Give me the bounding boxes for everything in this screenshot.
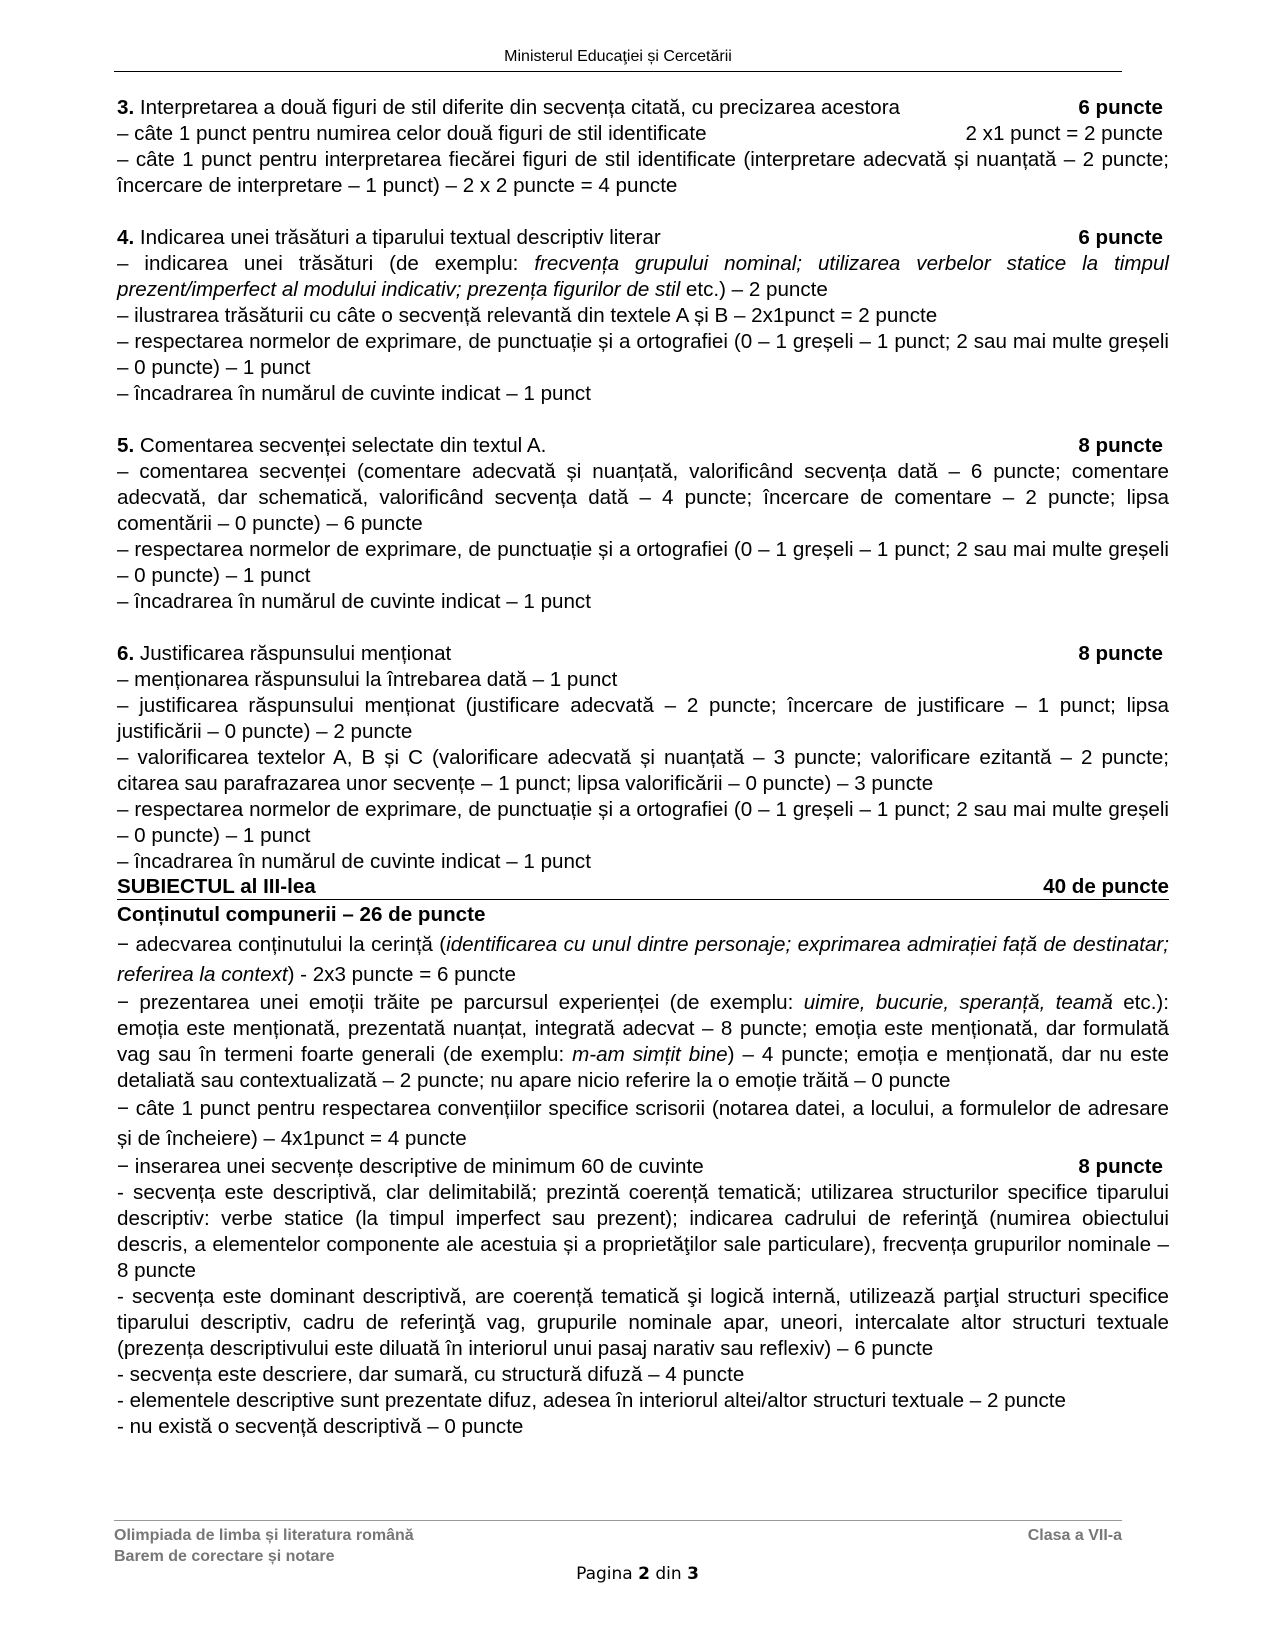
item-4-points: 6 puncte (1078, 226, 1163, 249)
criterion-adequacy-details: identificarea cu unul dintre personaje; exprimarea admirației față de destinatar; referirea la context (117, 933, 1169, 986)
page-header: Ministerul Educaţiei și Cercetării (504, 48, 732, 65)
item-6-title: Justificarea răspunsului menționat (134, 642, 452, 665)
item-6-points: 8 puncte (1078, 642, 1163, 665)
footer-barem: Barem de corectare și notare (114, 1548, 335, 1565)
subject-3-points: 40 de puncte (1043, 875, 1169, 898)
item-4-line-4: – încadrarea în numărul de cuvinte indicat – 1 punct (117, 382, 591, 405)
descriptive-level-0: - nu există o secvență descriptivă – 0 puncte (117, 1415, 524, 1438)
item-6-line-1: – menționarea răspunsului la întrebarea dată – 1 punct (117, 668, 618, 691)
item-5-points: 8 puncte (1078, 434, 1163, 457)
item-4-line-2: – ilustrarea trăsăturii cu câte o secvență relevantă din textele A și B – 2x1punct = 2 puncte (117, 304, 938, 327)
subject-3-heading (117, 875, 1169, 900)
item-3-title: Interpretarea a două figuri de stil diferite din secvența citată, cu precizarea acestora (134, 96, 901, 119)
criterion-adequacy: − adecvarea conținutului la cerință (identificarea cu unul dintre personaje; exprimarea admirației față de destinatar; referirea la context) - 2x3 puncte = 6 puncte (117, 933, 1169, 986)
criterion-descriptive-heading (117, 1154, 1169, 1180)
document-body (117, 95, 1169, 1440)
item-5-number: 5. (117, 434, 135, 457)
item-6-number: 6. (117, 642, 135, 665)
item-6-line-4: – respectarea normelor de exprimare, de punctuație și a ortografiei (0 – 1 greșeli – 1 punct; 2 sau mai multe greșeli – 0 puncte) – 1 punct (117, 798, 1169, 847)
item-6-heading (117, 641, 1169, 667)
item-6-line-2: – justificarea răspunsului menționat (justificare adecvată – 2 puncte; încercare de justificare – 1 punct; lipsa justificării – 0 puncte) – 2 puncte (117, 694, 1169, 743)
descriptive-level-8: - secvența este descriptivă, clar delimitabilă; prezintă coerență tematică; utilizarea structurilor specifice tiparului descriptiv: verbe statice (la timpul imperfect sau prezent); indicarea cadrului de referinţă (numirea obiectului descris, a elementelor componente ale acestuia și a proprietăţilor sale particulare), frecvența grupurilor nominale – 8 puncte (117, 1181, 1169, 1282)
item-3-line-1 (117, 121, 1169, 147)
criterion-descriptive-text: − inserarea unei secvențe descriptive de minimum 60 de cuvinte (117, 1155, 704, 1178)
item-3-line-1-text: – câte 1 punct pentru numirea celor două figuri de stil identificate (117, 122, 707, 145)
item-3-points: 6 puncte (1078, 96, 1163, 119)
item-3-number: 3. (117, 96, 135, 119)
emotion-examples: uimire, bucurie, speranță, teamă (803, 991, 1113, 1014)
subject-3-title: SUBIECTUL al III-lea (117, 875, 316, 898)
item-3-line-1-points: 2 x1 punct = 2 puncte (965, 122, 1163, 145)
item-6-line-5: – încadrarea în numărul de cuvinte indicat – 1 punct (117, 850, 591, 873)
item-5-line-3: – încadrarea în numărul de cuvinte indicat – 1 punct (117, 590, 591, 613)
criterion-descriptive-points: 8 puncte (1078, 1155, 1163, 1178)
item-4-line-1: – indicarea unei trăsături (de exemplu: frecvența grupului nominal; utilizarea verbelor statice la timpul prezent/imperfect al modului indicativ; prezența figurilor de stil etc.) – 2 puncte (117, 252, 1169, 301)
item-5-title: Comentarea secvenței selectate din textul A. (134, 434, 547, 457)
descriptive-level-2: - elementele descriptive sunt prezentate difuz, adesea în interiorul altei/altor structuri textuale – 2 puncte (117, 1389, 1066, 1412)
descriptive-level-6: - secvența este dominant descriptivă, are coerență tematică şi logică internă, utilizează parţial structuri specifice tiparului descriptiv, cadru de referinţă vag, grupurile nominale apar, uneori, intercalate altor structuri textuale (prezența descriptivului este diluată în interiorul unui pasaj narativ sau reflexiv) – 6 puncte (117, 1285, 1169, 1360)
item-3-heading (117, 95, 1169, 121)
header-divider (114, 71, 1122, 72)
item-5-line-1: – comentarea secvenței (comentare adecvată și nuanțată, valorificând secvența dată – 6 puncte; comentare adecvată, dar schematică, valorificând secvența dată – 4 puncte; încercare de comentare – 2 puncte; lipsa comentării – 0 puncte) – 6 puncte (117, 460, 1169, 535)
footer-grade: Clasa a VII-a (1027, 1527, 1122, 1544)
content-heading: Conținutul compunerii – 26 de puncte (117, 903, 486, 926)
item-4-number: 4. (117, 226, 135, 249)
item-6-line-3: – valorificarea textelor A, B și C (valorificare adecvată și nuanțată – 3 puncte; valorificare ezitantă – 2 puncte; citarea sau parafrazarea unor secvențe – 1 punct; lipsa valorificării – 0 puncte) – 3 puncte (117, 746, 1169, 795)
criterion-letter-conventions: − câte 1 punct pentru respectarea convențiilor specifice scrisorii (notarea datei, a locului, a formulelor de adresare și de încheiere) – 4x1punct = 4 puncte (117, 1097, 1169, 1150)
item-3-line-2: – câte 1 punct pentru interpretarea fiecărei figuri de stil identificate (interpretare adecvată și nuanțată – 2 puncte; încercare de interpretare – 1 punct) – 2 x 2 puncte = 4 puncte (117, 148, 1169, 197)
page-number: Pagina 2 din 3 (576, 1564, 699, 1584)
item-5-heading (117, 433, 1169, 459)
descriptive-level-4: - secvența este descriere, dar sumară, cu structură difuză – 4 puncte (117, 1363, 745, 1386)
criterion-emotion: − prezentarea unei emoții trăite pe parcursul experienței (de exemplu: uimire, bucurie, speranță, teamă etc.): emoția este menționată, prezentată nuanțat, integrată adecvat – 8 puncte; emoția este menționată, dar formulată vag sau în termeni foarte generali (de exemplu: m-am simțit bine) – 4 puncte; emoția e menționată, dar nu este detaliată sau contextualizată – 2 puncte; nu apare nicio referire la o emoție trăită – 0 puncte (117, 991, 1169, 1092)
page-footer (114, 1520, 1122, 1567)
item-5-line-2: – respectarea normelor de exprimare, de punctuație și a ortografiei (0 – 1 greșeli – 1 punct; 2 sau mai multe greșeli – 0 puncte) – 1 punct (117, 538, 1169, 587)
vague-emotion-example: m-am simțit bine (572, 1043, 728, 1066)
item-4-heading (117, 225, 1169, 251)
item-4-line-3: – respectarea normelor de exprimare, de punctuație și a ortografiei (0 – 1 greșeli – 1 punct; 2 sau mai multe greșeli – 0 puncte) – 1 punct (117, 330, 1169, 379)
item-4-title: Indicarea unei trăsături a tiparului textual descriptiv literar (134, 226, 661, 249)
footer-olympiad: Olimpiada de limba și literatura română (114, 1527, 414, 1544)
item-4-examples: frecvența grupului nominal; utilizarea verbelor statice la timpul prezent/imperfect al modului indicativ; prezența figurilor de stil (117, 252, 1169, 301)
